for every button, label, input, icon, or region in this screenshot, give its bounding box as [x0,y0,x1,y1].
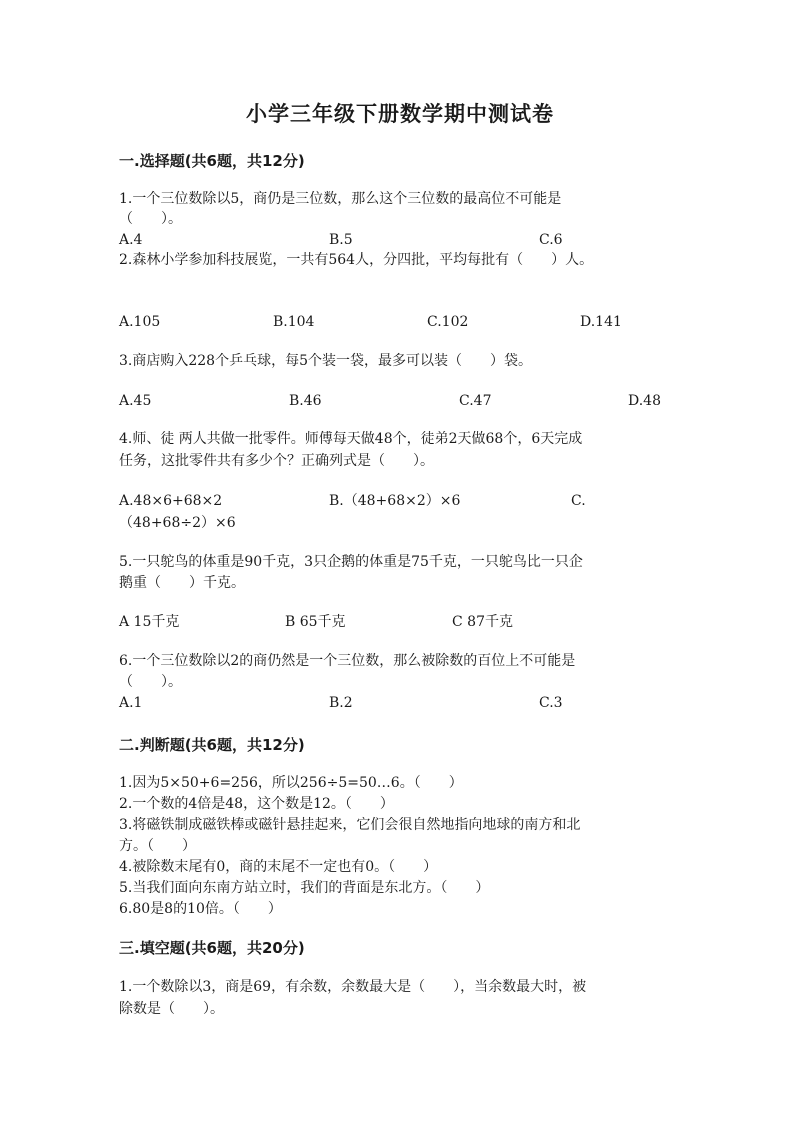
option-b: B.5 [329,232,353,248]
option-d: D.48 [628,393,661,409]
question-line: 2.一个数的4倍是48，这个数是12。（ ） [119,796,394,812]
option-c: C.102 [427,314,469,330]
question-line: 1.因为5×50+6=256，所以256÷5=50…6。（ ） [119,775,463,791]
option-b: B.104 [273,314,315,330]
question-line: 3.将磁铁制成磁铁棒或磁针悬挂起来，它们会很自然地指向地球的南方和北 [119,817,581,833]
question-line: 鹅重（ ）千克。 [119,575,245,591]
option-a: A.4 [119,232,143,248]
question-line: （ ）。 [119,674,182,690]
question-line: 除数是（ ）。 [119,1001,224,1017]
option-c: C. [571,493,586,509]
question-line: 1.一个数除以3，商是69，有余数，余数最大是（ ），当余数最大时，被 [119,979,587,995]
option-c-content: （48+68÷2）×6 [119,515,236,531]
question-line: 4.被除数末尾有0，商的末尾不一定也有0。（ ） [119,859,438,875]
option-b: B.2 [329,695,353,711]
question-line: 6.一个三位数除以2的商仍然是一个三位数，那么被除数的百位上不可能是 [119,653,576,669]
section-heading-fill: 三.填空题(共6题，共20分) [119,939,305,957]
section-heading-judgment: 二.判断题(共6题，共12分) [119,736,305,754]
option-b: B.（48+68×2）×6 [329,493,461,509]
option-c: C.47 [459,393,492,409]
question-line: 任务，这批零件共有多少个？正确列式是（ ）。 [119,453,434,469]
option-a: A.45 [119,393,152,409]
question-line: 方。（ ） [119,838,196,854]
question-line: （ ）。 [119,211,182,227]
question-line: 4.师、徒 两人共做一批零件。师傅每天做48个，徒弟2天做68个，6天完成 [119,431,583,447]
option-a: A.105 [119,314,161,330]
question-line: 3.商店购入228个乒乓球，每5个装一袋，最多可以装（ ）袋。 [119,353,532,369]
section-heading-choice: 一.选择题(共6题，共12分) [119,152,305,170]
option-b: B 65千克 [285,614,346,630]
option-c: C.3 [539,695,563,711]
option-b: B.46 [289,393,322,409]
option-c: C 87千克 [452,614,513,630]
question-line: 5.当我们面向东南方站立时，我们的背面是东北方。（ ） [119,880,490,896]
option-a: A.1 [119,695,143,711]
option-c: C.6 [539,232,563,248]
page-title: 小学三年级下册数学期中测试卷 [246,102,554,126]
option-d: D.141 [580,314,622,330]
question-line: 2.森林小学参加科技展览，一共有564人，分四批，平均每批有（ ）人。 [119,252,594,268]
question-line: 5.一只鸵鸟的体重是90千克，3只企鹅的体重是75千克，一只鸵鸟比一只企 [119,554,583,570]
question-line: 6.80是8的10倍。（ ） [119,901,282,917]
option-a: A 15千克 [119,614,180,630]
question-line: 1.一个三位数除以5，商仍是三位数，那么这个三位数的最高位不可能是 [119,191,562,207]
option-a: A.48×6+68×2 [119,493,223,509]
